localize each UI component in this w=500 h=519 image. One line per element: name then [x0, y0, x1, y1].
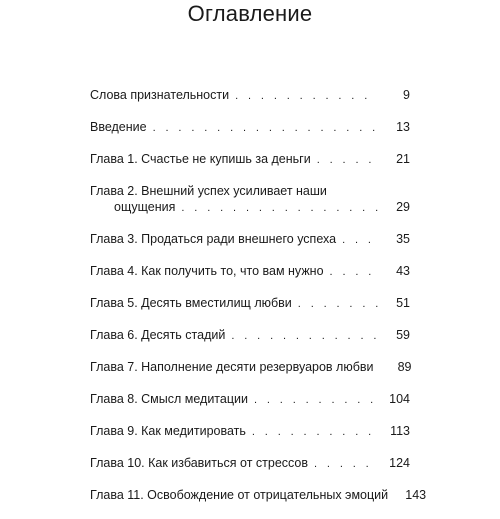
toc-entry-title: Глава 6. Десять стадий: [90, 328, 226, 342]
toc-entry-title: Глава 2. Внешний успех усиливает наши: [90, 184, 327, 198]
dot-leader: [254, 392, 378, 408]
toc-entry-page: 104: [389, 392, 410, 406]
toc-entry[interactable]: [90, 119, 410, 151]
toc-entry-page: 89: [397, 360, 412, 374]
toc-entry-title: Глава 5. Десять вместилищ любви: [90, 296, 292, 310]
toc-entry-title: Глава 3. Продаться ради внешнего успеха: [90, 232, 337, 246]
dot-leader: [153, 120, 378, 136]
toc-entry-title: Глава 7. Наполнение десяти резервуаров любви: [90, 360, 374, 374]
table-of-contents: [90, 87, 427, 519]
toc-entry[interactable]: [90, 391, 410, 423]
toc-entry-page: 143: [405, 488, 427, 502]
toc-entry-page: 59: [396, 328, 410, 342]
toc-entry-page: 51: [396, 296, 410, 310]
toc-entry-title: Введение: [90, 120, 147, 134]
toc-entry[interactable]: [90, 327, 410, 359]
toc-entry-page: 113: [390, 424, 410, 438]
toc-entry[interactable]: [90, 487, 427, 519]
dot-leader: [317, 152, 378, 168]
toc-entry-title: Глава 10. Как избавиться от стрессов: [90, 456, 308, 470]
toc-entry[interactable]: [90, 295, 410, 327]
toc-entry-title: Глава 9. Как медитировать: [90, 424, 246, 438]
toc-entry-title: Глава 1. Счастье не купишь за деньги: [90, 152, 311, 166]
toc-entry[interactable]: [90, 423, 410, 455]
toc-entry-title: Глава 8. Смысл медитации: [90, 392, 248, 406]
page-title: Оглавление: [187, 1, 313, 26]
toc-entry-page: 21: [396, 152, 410, 166]
toc-entry[interactable]: [90, 455, 410, 487]
toc-entry-title: Слова признательности: [90, 88, 230, 102]
dot-leader: [235, 88, 378, 104]
dot-leader: [330, 264, 378, 280]
dot-leader: [252, 424, 378, 440]
dot-leader: [181, 200, 378, 216]
toc-entry-title-continuation: ощущения: [114, 200, 176, 214]
dot-leader: [342, 232, 378, 248]
toc-entry-page: 9: [403, 88, 410, 102]
toc-entry-page: 29: [396, 200, 410, 214]
toc-entry-page: 124: [389, 456, 410, 470]
toc-entry-page: 43: [396, 264, 410, 278]
toc-entry[interactable]: [90, 231, 410, 263]
toc-entry[interactable]: [90, 87, 410, 119]
toc-entry-title: Глава 4. Как получить то, что вам нужно: [90, 264, 324, 278]
toc-entry-page: 13: [396, 120, 410, 134]
toc-entry[interactable]: [90, 263, 410, 295]
toc-entry-page: 35: [396, 232, 410, 246]
toc-entry-title: Глава 11. Освобождение от отрицательных эмоций: [90, 488, 389, 502]
dot-leader: [314, 456, 378, 472]
toc-entry[interactable]: [90, 183, 410, 231]
toc-entry[interactable]: [90, 151, 410, 183]
toc-entry[interactable]: [90, 359, 410, 391]
dot-leader: [231, 328, 378, 344]
dot-leader: [298, 296, 378, 312]
